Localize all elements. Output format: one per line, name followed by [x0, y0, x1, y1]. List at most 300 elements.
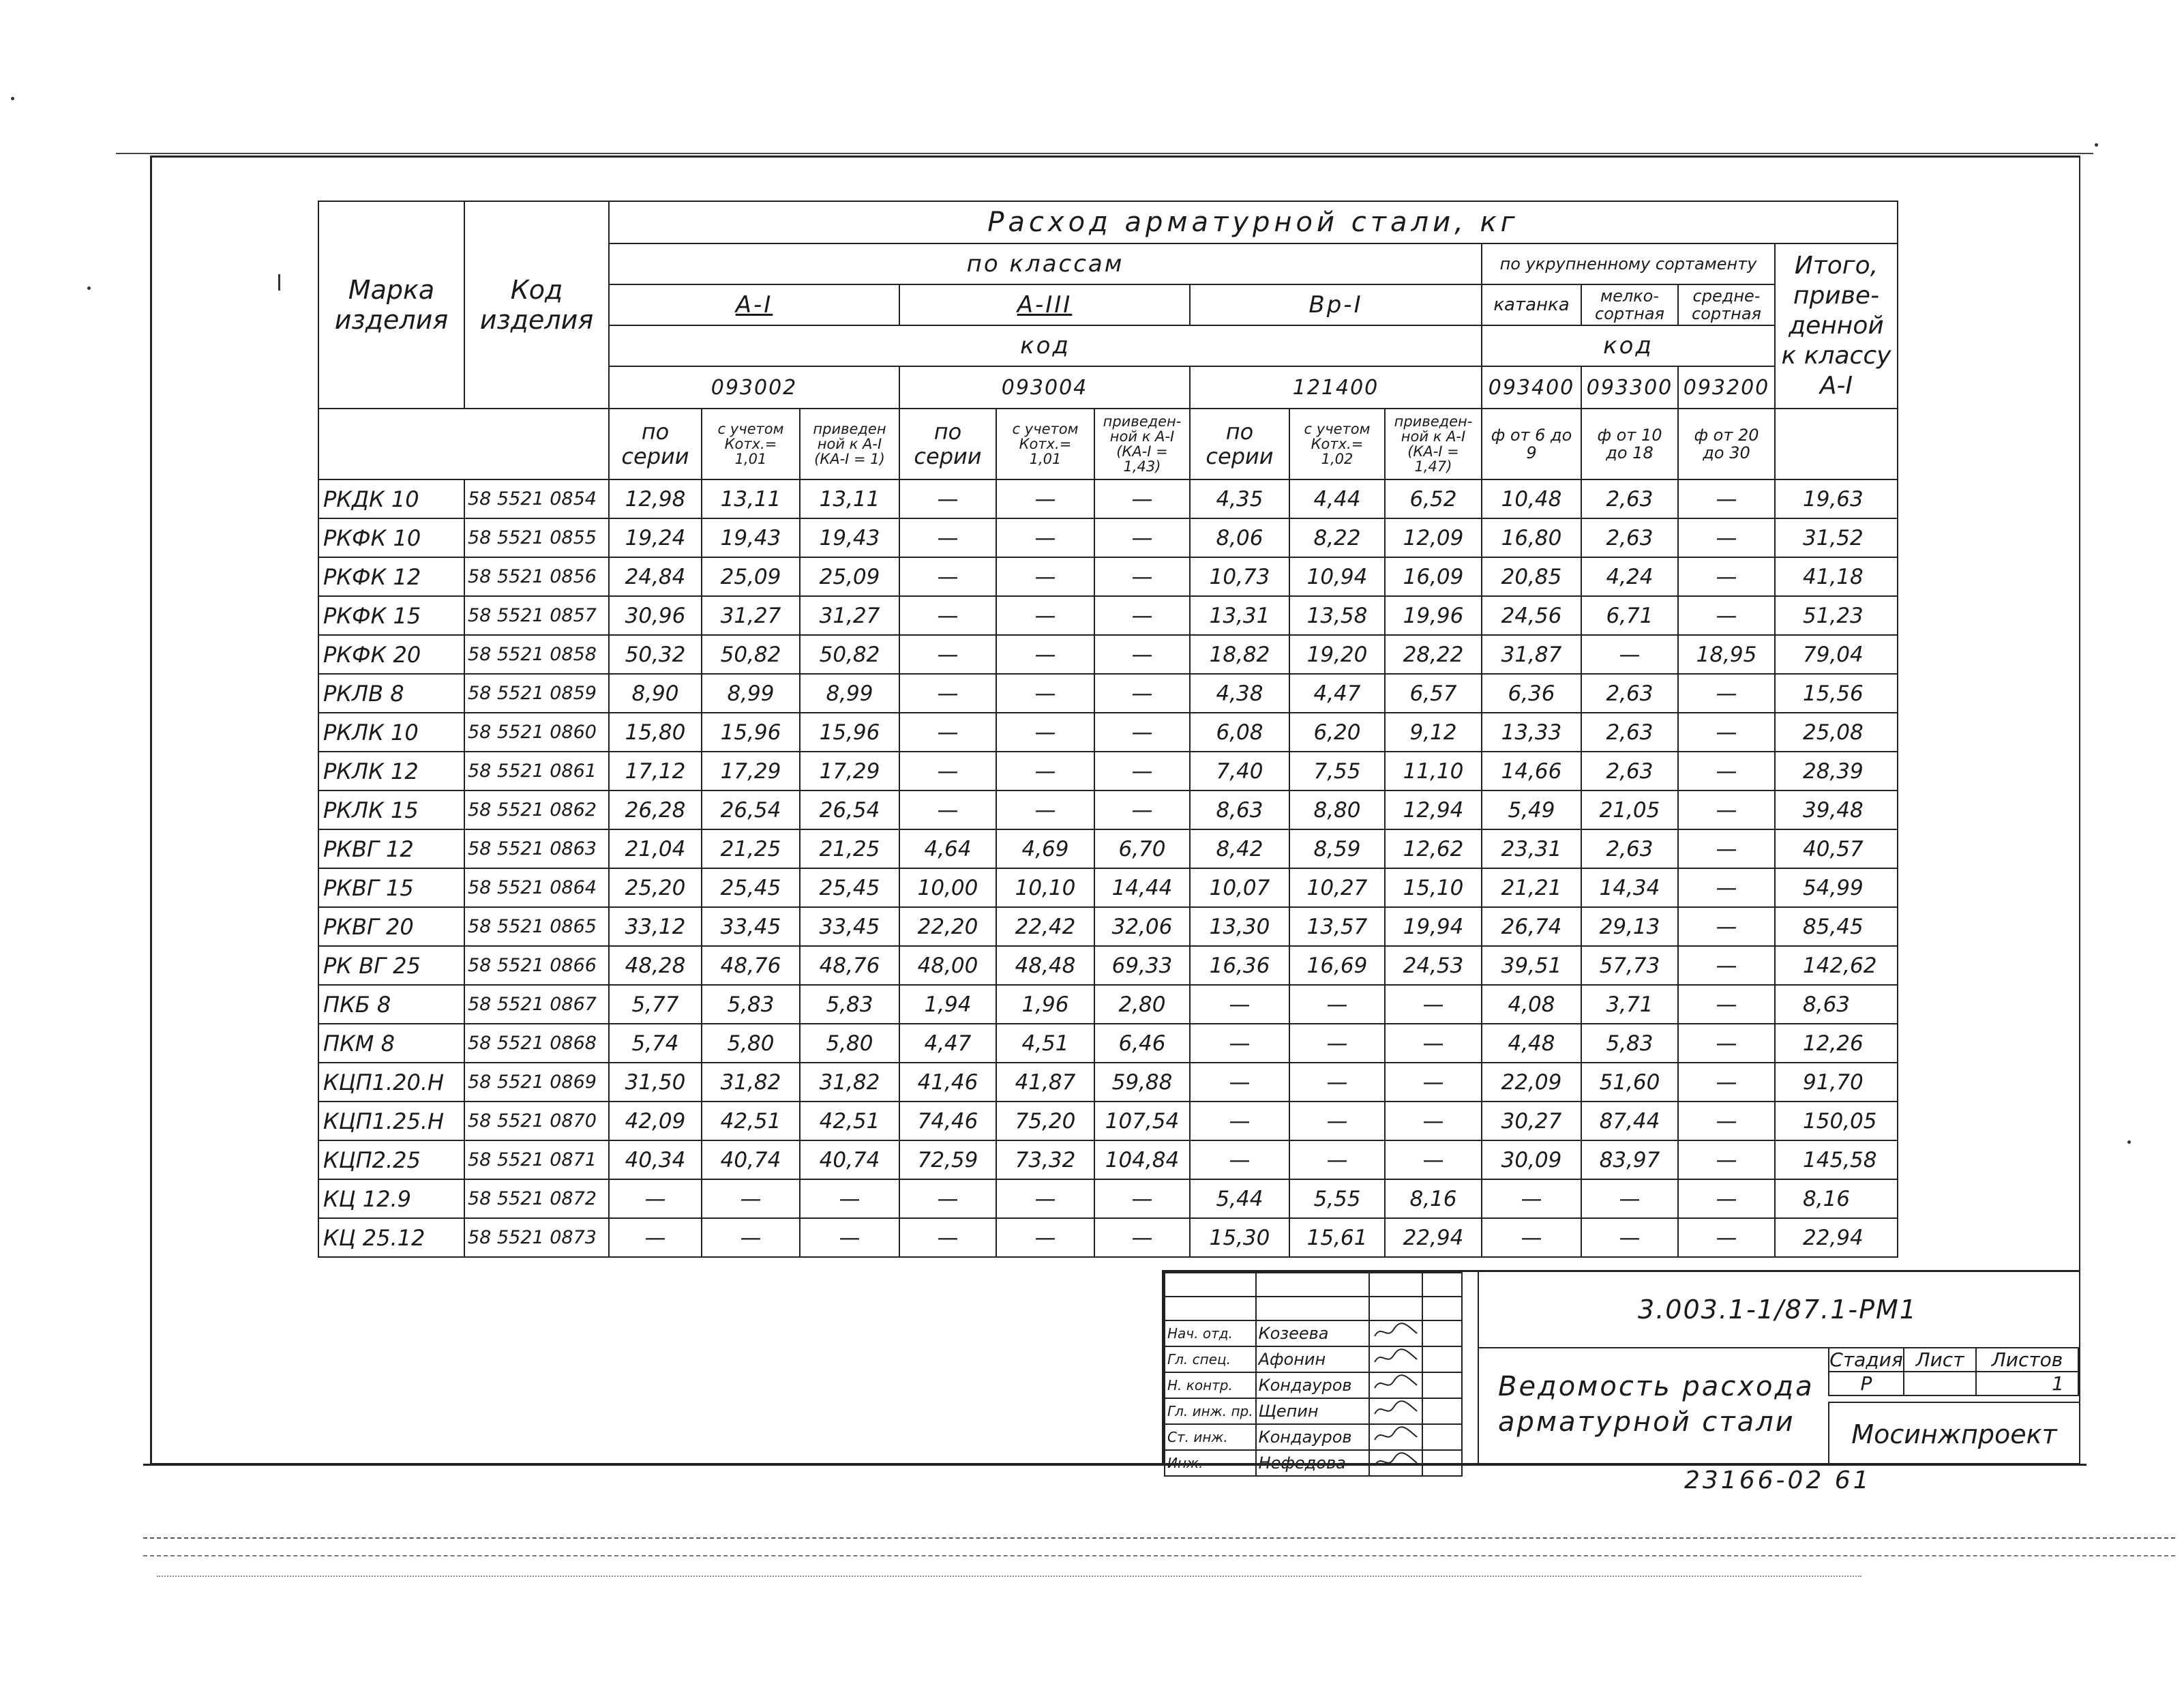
steel-value: 5,49 [1482, 791, 1581, 829]
steel-value: 12,62 [1385, 829, 1482, 868]
scan-speck [11, 97, 14, 100]
steel-value: 15,30 [1190, 1218, 1289, 1257]
steel-value: 10,48 [1482, 479, 1581, 518]
steel-value: 33,45 [800, 907, 899, 946]
steel-value: 1,94 [899, 985, 996, 1024]
steel-value: 31,82 [702, 1063, 800, 1102]
steel-value: — [1094, 674, 1190, 713]
steel-value: 40,74 [702, 1140, 800, 1179]
product-code: 58 5521 0867 [464, 985, 609, 1024]
table-body [318, 479, 1898, 1257]
steel-value: 48,28 [609, 946, 702, 985]
steel-value: — [1678, 713, 1775, 752]
steel-value: 21,25 [800, 829, 899, 868]
steel-value: 24,53 [1385, 946, 1482, 985]
steel-value: 14,66 [1482, 752, 1581, 791]
steel-value: — [800, 1218, 899, 1257]
product-code: 58 5521 0872 [464, 1179, 609, 1218]
steel-value: 41,46 [899, 1063, 996, 1102]
signer-role: Нач. отд. [1165, 1320, 1256, 1346]
steel-value: 5,74 [609, 1024, 702, 1063]
steel-value: 25,09 [702, 557, 800, 596]
steel-value: 4,64 [899, 829, 996, 868]
sheets-label: Листов [1976, 1348, 2078, 1372]
steel-value: 4,08 [1482, 985, 1581, 1024]
steel-value: — [899, 713, 996, 752]
table-row [318, 1063, 1898, 1102]
steel-value: 33,45 [702, 907, 800, 946]
product-mark: РКЛК 10 [318, 713, 464, 752]
steel-value: — [1094, 1179, 1190, 1218]
steel-value: — [1094, 518, 1190, 557]
steel-value: — [1094, 713, 1190, 752]
steel-value: — [1678, 1179, 1775, 1218]
steel-value: 19,24 [609, 518, 702, 557]
date-cell [1422, 1372, 1462, 1398]
total-value: 150,05 [1775, 1102, 1898, 1140]
steel-value: 16,36 [1190, 946, 1289, 985]
steel-value: — [899, 791, 996, 829]
steel-value: 7,55 [1289, 752, 1385, 791]
steel-value: 69,33 [1094, 946, 1190, 985]
steel-value: 18,82 [1190, 635, 1289, 674]
table-row [318, 479, 1898, 518]
total-value: 145,58 [1775, 1140, 1898, 1179]
steel-value: 30,27 [1482, 1102, 1581, 1140]
steel-value: 31,27 [702, 596, 800, 635]
signer-name: Нефедова [1256, 1450, 1369, 1476]
steel-value: — [1678, 1140, 1775, 1179]
steel-value: — [1094, 752, 1190, 791]
steel-value: 2,80 [1094, 985, 1190, 1024]
table-row [318, 557, 1898, 596]
stage-value: Р [1829, 1372, 1904, 1395]
steel-value: 26,74 [1482, 907, 1581, 946]
steel-value: 10,73 [1190, 557, 1289, 596]
steel-value: 13,57 [1289, 907, 1385, 946]
product-code: 58 5521 0862 [464, 791, 609, 829]
steel-value: 4,69 [996, 829, 1094, 868]
sheet-value [1904, 1372, 1976, 1395]
blank-cell [1165, 1297, 1256, 1320]
group-by-assortment: по укрупненному сортаменту [1482, 243, 1775, 284]
total-value: 51,23 [1775, 596, 1898, 635]
steel-value: 14,44 [1094, 868, 1190, 907]
steel-value: 40,34 [609, 1140, 702, 1179]
steel-value: 4,47 [899, 1024, 996, 1063]
table-row [318, 713, 1898, 752]
sub-a1-reduced: приведен ной к А-I (КА-I = 1) [800, 409, 899, 479]
steel-value: 48,00 [899, 946, 996, 985]
steel-value: 22,09 [1482, 1063, 1581, 1102]
steel-value: 12,09 [1385, 518, 1482, 557]
sheets-value: 1 [1976, 1372, 2078, 1395]
steel-value: 16,80 [1482, 518, 1581, 557]
steel-value: 10,27 [1289, 868, 1385, 907]
sub-a3-series: по серии [899, 409, 996, 479]
product-mark: ПКМ 8 [318, 1024, 464, 1063]
steel-value: — [1678, 791, 1775, 829]
product-mark: РКВГ 12 [318, 829, 464, 868]
scan-speck [2127, 1140, 2131, 1144]
steel-value: — [1190, 985, 1289, 1024]
steel-value: 74,46 [899, 1102, 996, 1140]
steel-value: 24,56 [1482, 596, 1581, 635]
steel-value: — [996, 674, 1094, 713]
steel-value: 22,94 [1385, 1218, 1482, 1257]
product-code: 58 5521 0859 [464, 674, 609, 713]
steel-value: 6,52 [1385, 479, 1482, 518]
steel-value: 21,04 [609, 829, 702, 868]
steel-value: 42,09 [609, 1102, 702, 1140]
steel-value: — [609, 1179, 702, 1218]
product-code: 58 5521 0860 [464, 713, 609, 752]
product-code: 58 5521 0854 [464, 479, 609, 518]
signature-grid [1164, 1272, 1463, 1477]
steel-value: 10,00 [899, 868, 996, 907]
steel-value: — [1482, 1218, 1581, 1257]
table-row [318, 674, 1898, 713]
steel-value: — [1385, 1063, 1482, 1102]
code-093400: 093400 [1482, 366, 1581, 409]
product-code: 58 5521 0861 [464, 752, 609, 791]
group-by-classes: по классам [609, 243, 1482, 284]
steel-value: 15,10 [1385, 868, 1482, 907]
steel-value: 107,54 [1094, 1102, 1190, 1140]
steel-value: 15,96 [800, 713, 899, 752]
product-mark: РКВГ 20 [318, 907, 464, 946]
steel-value: 42,51 [702, 1102, 800, 1140]
steel-value: 6,20 [1289, 713, 1385, 752]
steel-value: 8,22 [1289, 518, 1385, 557]
product-code: 58 5521 0870 [464, 1102, 609, 1140]
steel-value: 13,30 [1190, 907, 1289, 946]
total-value: 25,08 [1775, 713, 1898, 752]
signer-name: Афонин [1256, 1346, 1369, 1372]
table-row [318, 518, 1898, 557]
steel-value: — [1678, 479, 1775, 518]
total-value: 12,26 [1775, 1024, 1898, 1063]
total-value: 22,94 [1775, 1218, 1898, 1257]
steel-value: — [899, 479, 996, 518]
signer-name: Козеева [1256, 1320, 1369, 1346]
steel-value: — [1385, 1140, 1482, 1179]
steel-value: 4,24 [1581, 557, 1678, 596]
steel-value: — [899, 635, 996, 674]
steel-value: 2,63 [1581, 713, 1678, 752]
table-row [318, 1218, 1898, 1257]
table-row [318, 752, 1898, 791]
steel-value: — [1581, 1179, 1678, 1218]
total-value: 91,70 [1775, 1063, 1898, 1102]
steel-value: 8,06 [1190, 518, 1289, 557]
header-spacer [1775, 409, 1898, 479]
steel-value: — [996, 791, 1094, 829]
steel-value: 31,87 [1482, 635, 1581, 674]
product-code: 58 5521 0871 [464, 1140, 609, 1179]
product-code: 58 5521 0869 [464, 1063, 609, 1102]
steel-value: 10,94 [1289, 557, 1385, 596]
steel-value: 26,28 [609, 791, 702, 829]
blank-cell [1422, 1273, 1462, 1297]
steel-value: 8,59 [1289, 829, 1385, 868]
steel-value: 23,31 [1482, 829, 1581, 868]
steel-value: 8,42 [1190, 829, 1289, 868]
steel-value: 5,44 [1190, 1179, 1289, 1218]
steel-value: 6,57 [1385, 674, 1482, 713]
steel-value: 8,63 [1190, 791, 1289, 829]
column-header-mark: Марка изделия [318, 201, 464, 409]
steel-value: — [609, 1218, 702, 1257]
code-093300: 093300 [1581, 366, 1678, 409]
steel-value: 25,45 [702, 868, 800, 907]
steel-value: 5,80 [702, 1024, 800, 1063]
steel-value: — [1678, 1218, 1775, 1257]
steel-value: — [1094, 1218, 1190, 1257]
sub-a1-k101: с учетом Котх.= 1,01 [702, 409, 800, 479]
column-header-total: Итого, приве-денной к классу А-I [1775, 243, 1898, 409]
code-093002: 093002 [609, 366, 899, 409]
steel-value: — [1678, 1063, 1775, 1102]
total-value: 39,48 [1775, 791, 1898, 829]
fold-line [143, 1555, 2175, 1556]
steel-value: 17,29 [702, 752, 800, 791]
steel-value: 12,94 [1385, 791, 1482, 829]
product-mark: КЦ 12.9 [318, 1179, 464, 1218]
melkosort-header: мелко-сортная [1581, 284, 1678, 325]
steel-value: 8,90 [609, 674, 702, 713]
steel-value: — [996, 635, 1094, 674]
sub-vr1-k102: с учетом Котх.= 1,02 [1289, 409, 1385, 479]
steel-value: 4,35 [1190, 479, 1289, 518]
steel-value: — [1094, 635, 1190, 674]
table-row [318, 907, 1898, 946]
steel-value: 15,80 [609, 713, 702, 752]
product-mark: КЦП1.25.Н [318, 1102, 464, 1140]
steel-value: — [1678, 752, 1775, 791]
product-code: 58 5521 0857 [464, 596, 609, 635]
steel-value: 50,32 [609, 635, 702, 674]
steel-value: — [1385, 1102, 1482, 1140]
product-mark: РКЛВ 8 [318, 674, 464, 713]
steel-value: 48,76 [800, 946, 899, 985]
steel-value: — [1678, 829, 1775, 868]
product-code: 58 5521 0863 [464, 829, 609, 868]
steel-value: 19,20 [1289, 635, 1385, 674]
steel-value: 19,94 [1385, 907, 1482, 946]
scan-speck [87, 286, 91, 290]
blank-cell [1369, 1297, 1422, 1320]
steel-value: 10,07 [1190, 868, 1289, 907]
steel-value: 8,99 [702, 674, 800, 713]
product-mark: РКЛК 15 [318, 791, 464, 829]
sub-phi-20-30: ф от 20 до 30 [1678, 409, 1775, 479]
table-row [318, 791, 1898, 829]
steel-value: 83,97 [1581, 1140, 1678, 1179]
steel-value: 13,33 [1482, 713, 1581, 752]
archive-sheet-number: 23166-02 61 [1684, 1466, 1872, 1494]
steel-value: 25,20 [609, 868, 702, 907]
rebar-consumption-table [318, 201, 1898, 1258]
date-cell [1422, 1424, 1462, 1450]
steel-value: 59,88 [1094, 1063, 1190, 1102]
blank-cell [1165, 1273, 1256, 1297]
product-mark: КЦП2.25 [318, 1140, 464, 1179]
steel-value: 32,06 [1094, 907, 1190, 946]
date-cell [1422, 1450, 1462, 1476]
steel-value: 22,42 [996, 907, 1094, 946]
date-cell [1422, 1398, 1462, 1424]
document-title: Ведомость расхода арматурной стали [1498, 1371, 1814, 1438]
steel-value: — [899, 1179, 996, 1218]
steel-value: 31,50 [609, 1063, 702, 1102]
steel-value: 8,16 [1385, 1179, 1482, 1218]
code-093004: 093004 [899, 366, 1190, 409]
steel-value: — [1289, 1024, 1385, 1063]
signature-row [1165, 1320, 1462, 1346]
steel-value: 15,61 [1289, 1218, 1385, 1257]
steel-value: 25,09 [800, 557, 899, 596]
total-value: 31,52 [1775, 518, 1898, 557]
steel-value: 39,51 [1482, 946, 1581, 985]
product-mark: КЦ 25.12 [318, 1218, 464, 1257]
product-code: 58 5521 0856 [464, 557, 609, 596]
table-row [318, 985, 1898, 1024]
steel-value: — [1581, 1218, 1678, 1257]
product-mark: РКФК 12 [318, 557, 464, 596]
document-code: 3.003.1-1/87.1-РМ1 [1478, 1272, 2078, 1348]
sub-vr1-series: по серии [1190, 409, 1289, 479]
table-row [318, 1102, 1898, 1140]
product-mark: РКВГ 15 [318, 868, 464, 907]
table-row [318, 1140, 1898, 1179]
steel-value: 6,08 [1190, 713, 1289, 752]
steel-value: — [996, 713, 1094, 752]
steel-value: 9,12 [1385, 713, 1482, 752]
column-header-code: Код изделия [464, 201, 609, 409]
code-label-2: код [1482, 325, 1775, 366]
class-vr1-header: Вр-I [1190, 284, 1482, 325]
steel-value: 50,82 [702, 635, 800, 674]
signature-mark [1369, 1450, 1422, 1476]
steel-value: 14,34 [1581, 868, 1678, 907]
sub-phi-6-9: ф от 6 до 9 [1482, 409, 1581, 479]
steel-value: 26,54 [702, 791, 800, 829]
total-value: 142,62 [1775, 946, 1898, 985]
steel-value: 4,44 [1289, 479, 1385, 518]
total-value: 85,45 [1775, 907, 1898, 946]
steel-value: — [996, 752, 1094, 791]
steel-value: — [1482, 1179, 1581, 1218]
steel-value: 12,98 [609, 479, 702, 518]
product-code: 58 5521 0855 [464, 518, 609, 557]
steel-value: — [1678, 946, 1775, 985]
steel-value: 2,63 [1581, 674, 1678, 713]
signature-mark [1369, 1346, 1422, 1372]
signer-name: Кондауров [1256, 1372, 1369, 1398]
steel-value: — [996, 1218, 1094, 1257]
steel-value: — [1385, 1024, 1482, 1063]
sub-phi-10-18: ф от 10 до 18 [1581, 409, 1678, 479]
steel-value: — [1678, 674, 1775, 713]
total-value: 28,39 [1775, 752, 1898, 791]
steel-value: 13,31 [1190, 596, 1289, 635]
signer-role: Гл. спец. [1165, 1346, 1256, 1372]
steel-value: — [996, 557, 1094, 596]
signature-row-blank [1165, 1273, 1462, 1297]
steel-value: — [1190, 1063, 1289, 1102]
steel-value: — [702, 1218, 800, 1257]
product-code: 58 5521 0868 [464, 1024, 609, 1063]
steel-value: — [1678, 868, 1775, 907]
total-value: 54,99 [1775, 868, 1898, 907]
signature-row [1165, 1346, 1462, 1372]
steel-value: 6,36 [1482, 674, 1581, 713]
steel-value: 30,96 [609, 596, 702, 635]
steel-value: 15,96 [702, 713, 800, 752]
steel-value: 16,69 [1289, 946, 1385, 985]
product-code: 58 5521 0864 [464, 868, 609, 907]
product-code: 58 5521 0866 [464, 946, 609, 985]
steel-value: — [702, 1179, 800, 1218]
steel-value: 18,95 [1678, 635, 1775, 674]
steel-value: — [1289, 1102, 1385, 1140]
title-block [1162, 1270, 2079, 1473]
signature-mark [1369, 1424, 1422, 1450]
scan-speck [278, 274, 280, 291]
steel-value: 19,43 [702, 518, 800, 557]
steel-value: 26,54 [800, 791, 899, 829]
product-mark: РК ВГ 25 [318, 946, 464, 985]
steel-value: — [1094, 479, 1190, 518]
steel-value: 17,29 [800, 752, 899, 791]
steel-value: 48,76 [702, 946, 800, 985]
product-code: 58 5521 0858 [464, 635, 609, 674]
steel-value: 31,82 [800, 1063, 899, 1102]
header-spacer [318, 409, 609, 479]
product-mark: РКЛК 12 [318, 752, 464, 791]
code-label: код [609, 325, 1482, 366]
blank-cell [1422, 1297, 1462, 1320]
steel-value: 72,59 [899, 1140, 996, 1179]
top-border-line [116, 153, 2093, 154]
steel-value: 41,87 [996, 1063, 1094, 1102]
steel-value: — [899, 1218, 996, 1257]
product-mark: РКДК 10 [318, 479, 464, 518]
blank-cell [1256, 1297, 1369, 1320]
steel-value: 8,99 [800, 674, 899, 713]
code-093200: 093200 [1678, 366, 1775, 409]
total-value: 79,04 [1775, 635, 1898, 674]
steel-value: 6,71 [1581, 596, 1678, 635]
steel-value: — [996, 1179, 1094, 1218]
steel-value: 29,13 [1581, 907, 1678, 946]
katanka-header: катанка [1482, 284, 1581, 325]
steel-value: 25,45 [800, 868, 899, 907]
steel-value: — [1094, 596, 1190, 635]
table-row [318, 946, 1898, 985]
fold-line [157, 1576, 1861, 1577]
sub-vr1-reduced: приведен-ной к А-I (КА-I = 1,47) [1385, 409, 1482, 479]
steel-value: 1,96 [996, 985, 1094, 1024]
signer-name: Щепин [1256, 1398, 1369, 1424]
steel-value: 4,47 [1289, 674, 1385, 713]
steel-value: 2,63 [1581, 829, 1678, 868]
steel-value: — [899, 596, 996, 635]
product-code: 58 5521 0873 [464, 1218, 609, 1257]
steel-value: 5,55 [1289, 1179, 1385, 1218]
steel-value: 10,10 [996, 868, 1094, 907]
